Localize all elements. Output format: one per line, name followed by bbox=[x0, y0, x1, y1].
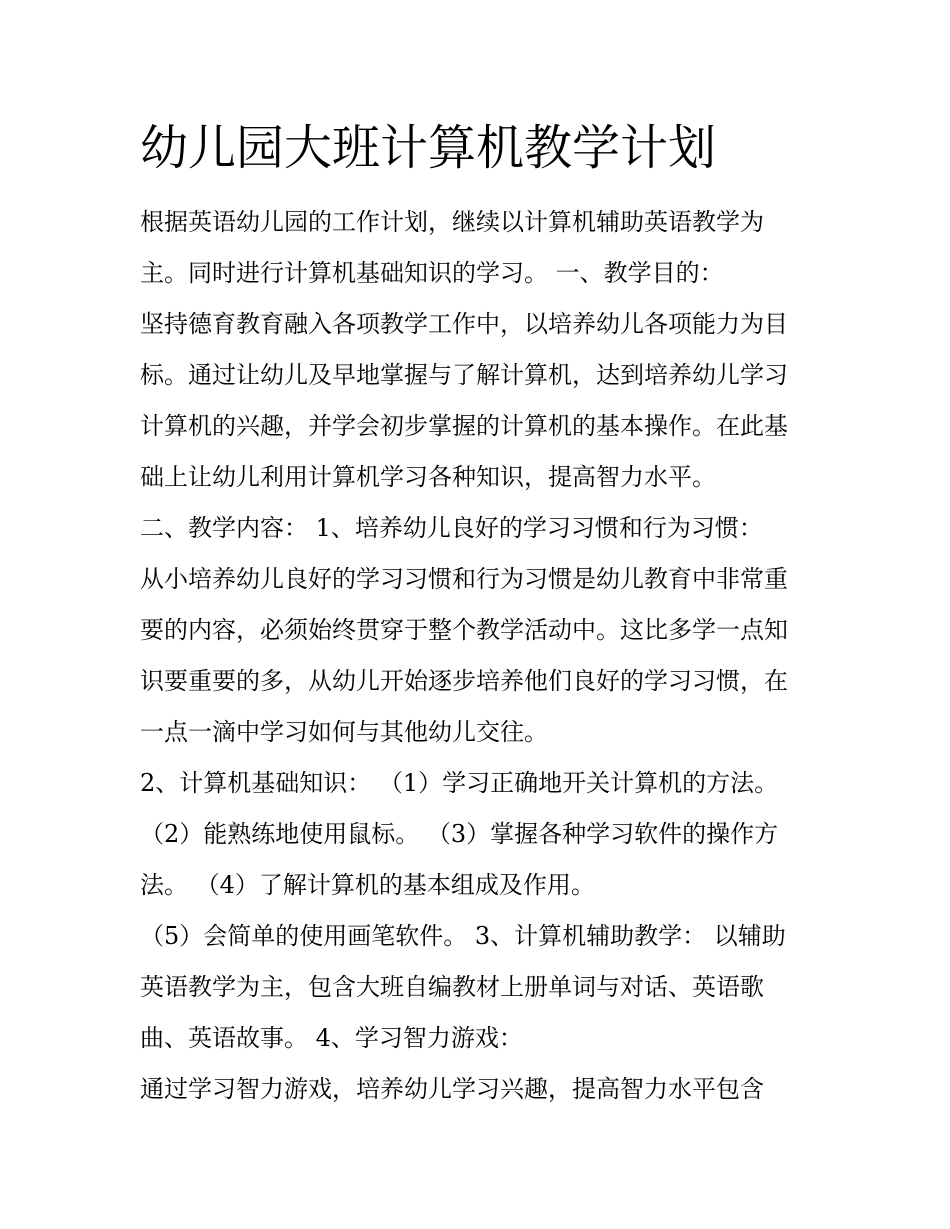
text-line: 主。同时进行计算机基础知识的学习。 一、教学目的： bbox=[140, 259, 724, 287]
body-text bbox=[140, 200, 840, 1118]
text-line: 法。 （4）了解计算机的基本组成及作用。 bbox=[140, 871, 595, 899]
text-line: 要的内容，必须始终贯穿于整个教学活动中。这比多学一点知 bbox=[140, 616, 788, 644]
text-line: （2）能熟练地使用鼠标。 （3）掌握各种学习软件的操作方 bbox=[140, 820, 779, 848]
text-line: 二、教学内容： 1、培养幼儿良好的学习习惯和行为习惯： bbox=[140, 514, 763, 542]
text-line: 曲、英语故事。 4、学习智力游戏： bbox=[140, 1024, 523, 1052]
text-line: 根据英语幼儿园的工作计划，继续以计算机辅助英语教学为 bbox=[140, 208, 764, 236]
text-line: 英语教学为主，包含大班自编教材上册单词与对话、英语歌 bbox=[140, 973, 764, 1001]
text-line: 础上让幼儿利用计算机学习各种知识，提高智力水平。 bbox=[140, 463, 716, 491]
page-title: 幼儿园大班计算机教学计划 bbox=[140, 120, 717, 176]
text-line: 识要重要的多，从幼儿开始逐步培养他们良好的学习习惯，在 bbox=[140, 667, 788, 695]
text-line: 从小培养幼儿良好的学习习惯和行为习惯是幼儿教育中非常重 bbox=[140, 565, 788, 593]
text-line: （5）会简单的使用画笔软件。 3、计算机辅助教学： 以辅助 bbox=[140, 922, 786, 950]
text-line: 标。通过让幼儿及早地掌握与了解计算机，达到培养幼儿学习 bbox=[140, 361, 788, 389]
text-line: 一点一滴中学习如何与其他幼儿交往。 bbox=[140, 718, 548, 746]
text-line: 通过学习智力游戏，培养幼儿学习兴趣，提高智力水平包含 bbox=[140, 1075, 764, 1103]
text-line: 2、计算机基础知识： （1）学习正确地开关计算机的方法。 bbox=[140, 769, 779, 797]
text-line: 坚持德育教育融入各项教学工作中，以培养幼儿各项能力为目 bbox=[140, 310, 788, 338]
text-line: 计算机的兴趣，并学会初步掌握的计算机的基本操作。在此基 bbox=[140, 412, 788, 440]
